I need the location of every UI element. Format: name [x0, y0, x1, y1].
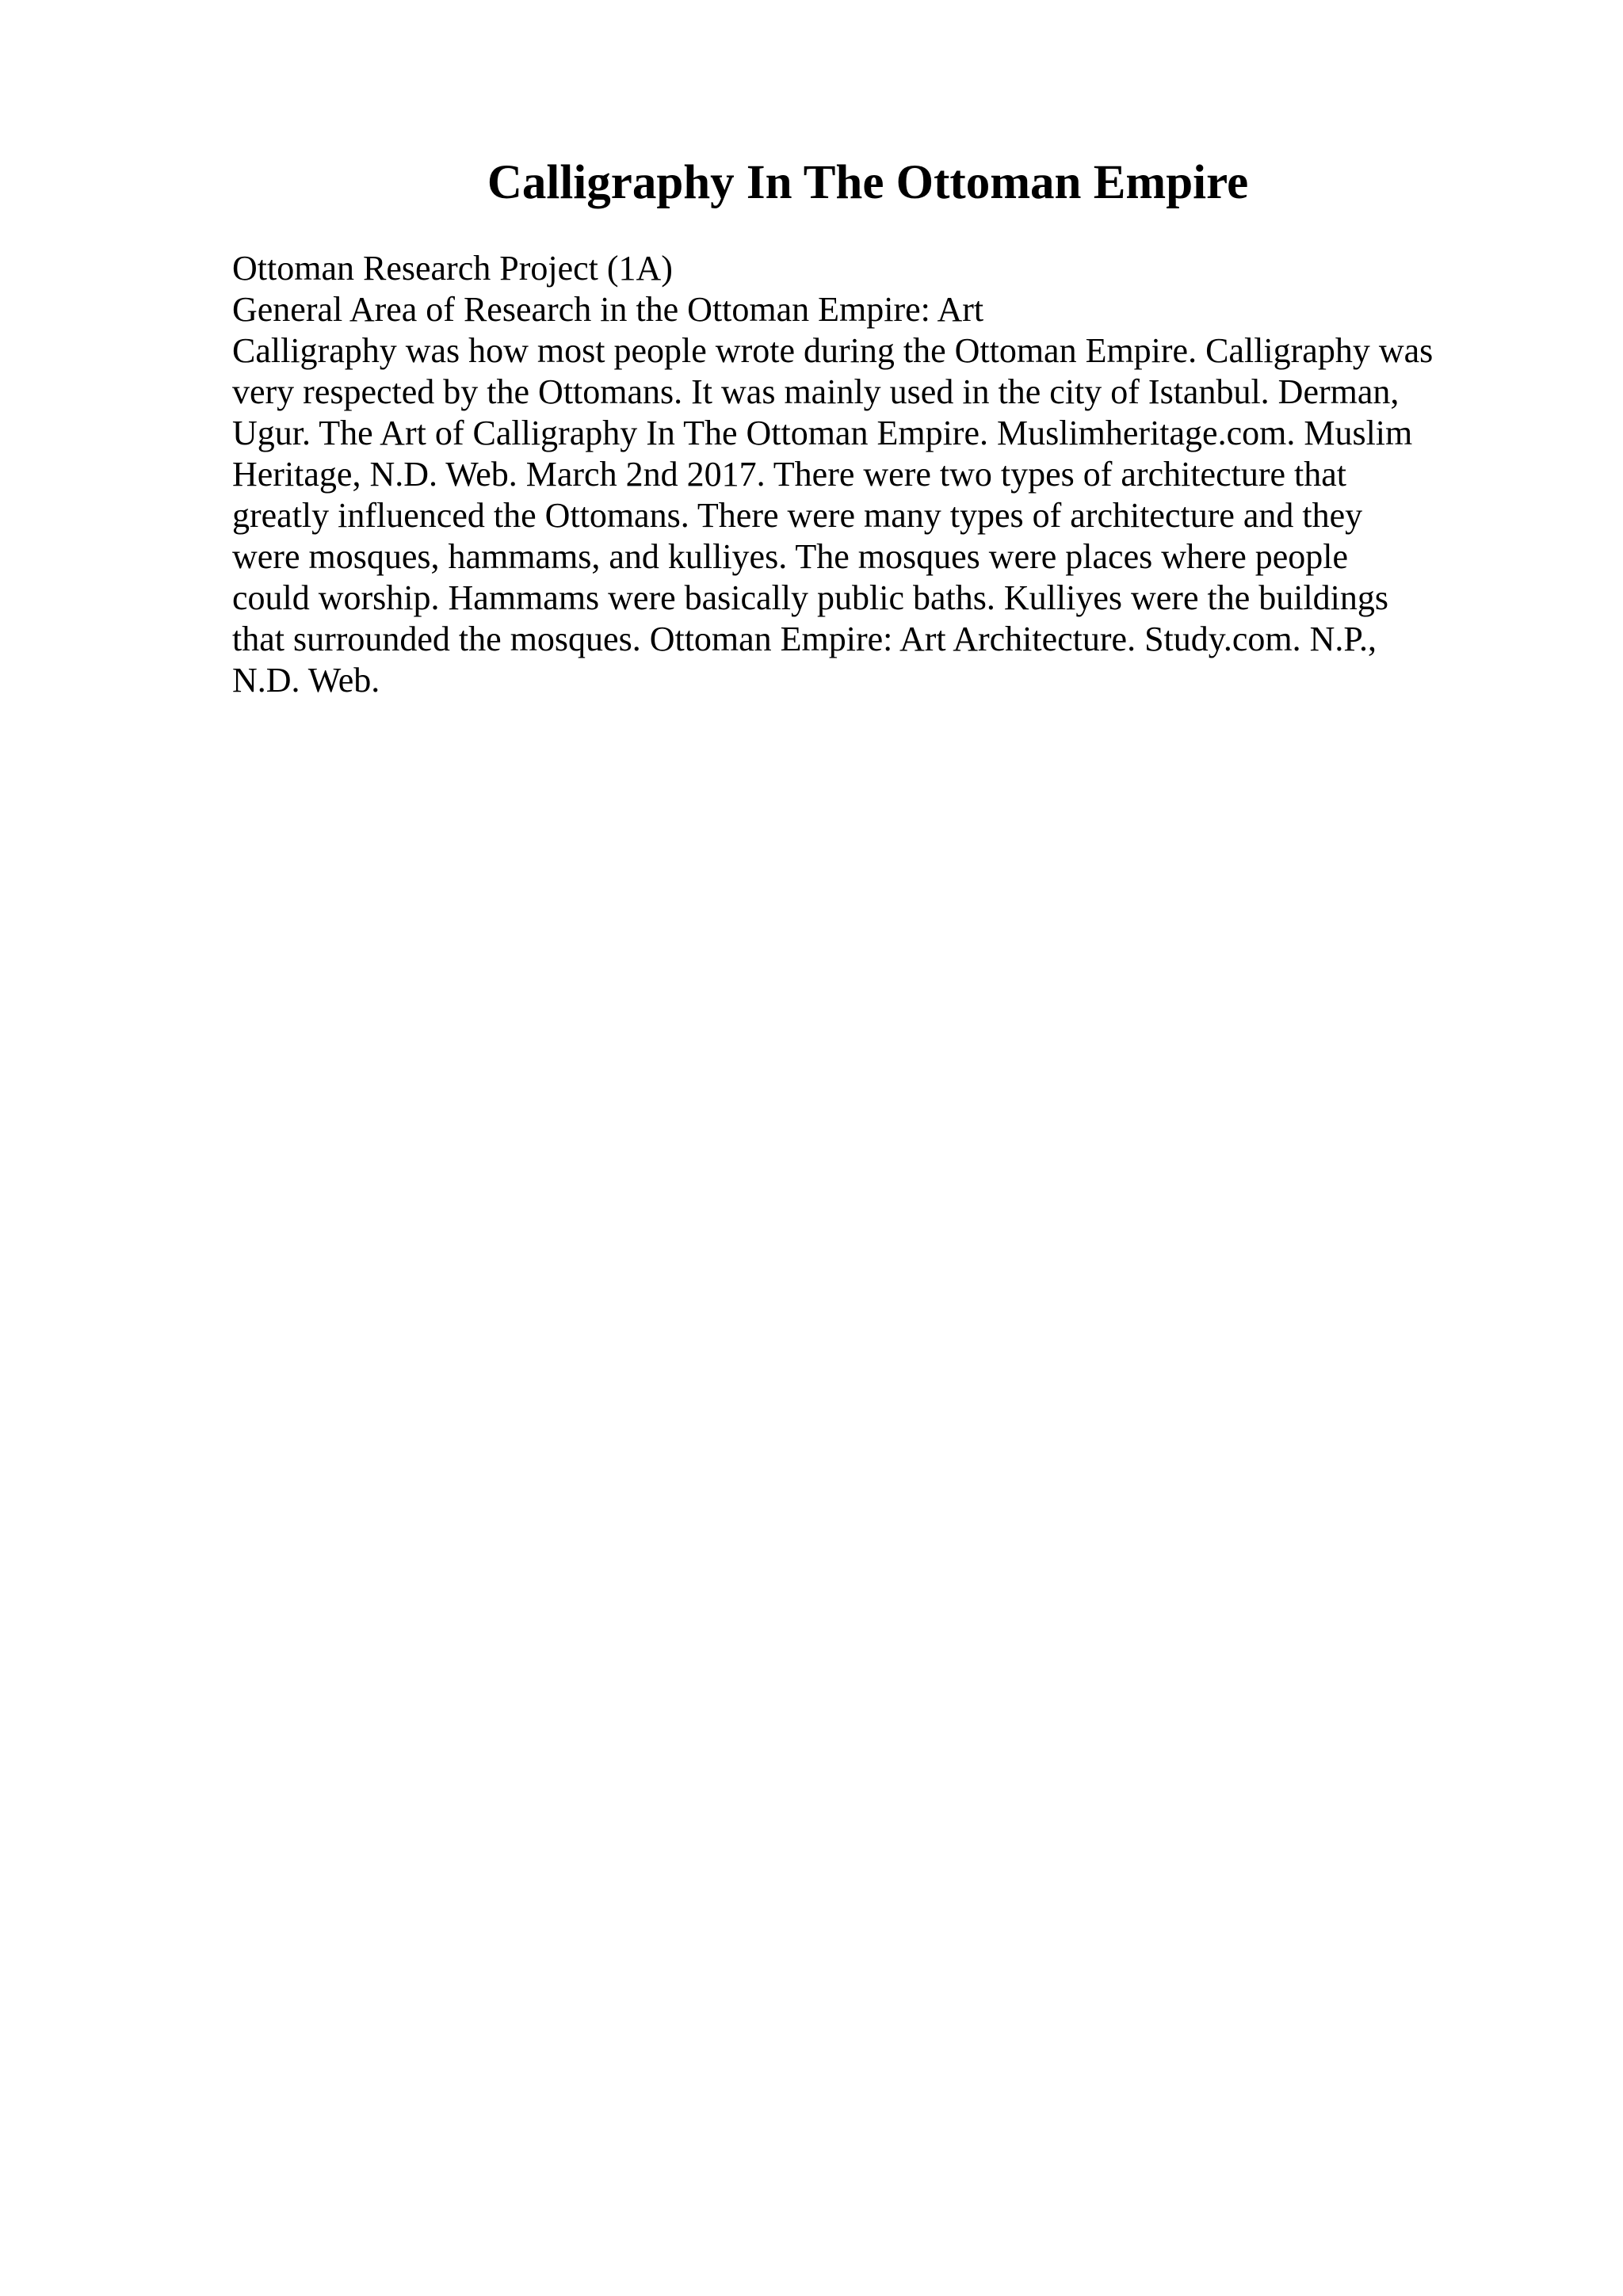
subtitle-line: Ottoman Research Project (1A)	[232, 249, 673, 288]
paragraph-line: were mosques, hammams, and kulliyes. The mosques were places where people	[232, 537, 1348, 576]
paragraph-line: greatly influenced the Ottomans. There were many types of architecture and they	[232, 496, 1363, 535]
paragraph-line: that surrounded the mosques. Ottoman Empire: Art Architecture. Study.com. N.P.,	[232, 620, 1377, 658]
document-title: Calligraphy In The Ottoman Empire	[487, 156, 1249, 209]
paragraph-line: could worship. Hammams were basically public baths. Kulliyes were the buildings	[232, 578, 1389, 617]
paragraph-line: Calligraphy was how most people wrote during the Ottoman Empire. Calligraphy was	[232, 331, 1434, 370]
paragraph-line: Ugur. The Art of Calligraphy In The Ottoman Empire. Muslimheritage.com. Muslim	[232, 414, 1413, 452]
paragraph-line: Heritage, N.D. Web. March 2nd 2017. There were two types of architecture that	[232, 455, 1347, 494]
paragraph-line: very respected by the Ottomans. It was mainly used in the city of Istanbul. Derman,	[232, 372, 1400, 411]
subtitle-line: General Area of Research in the Ottoman Empire: Art	[232, 290, 984, 329]
paragraph-line: N.D. Web.	[232, 661, 380, 700]
document-body	[232, 248, 1611, 701]
